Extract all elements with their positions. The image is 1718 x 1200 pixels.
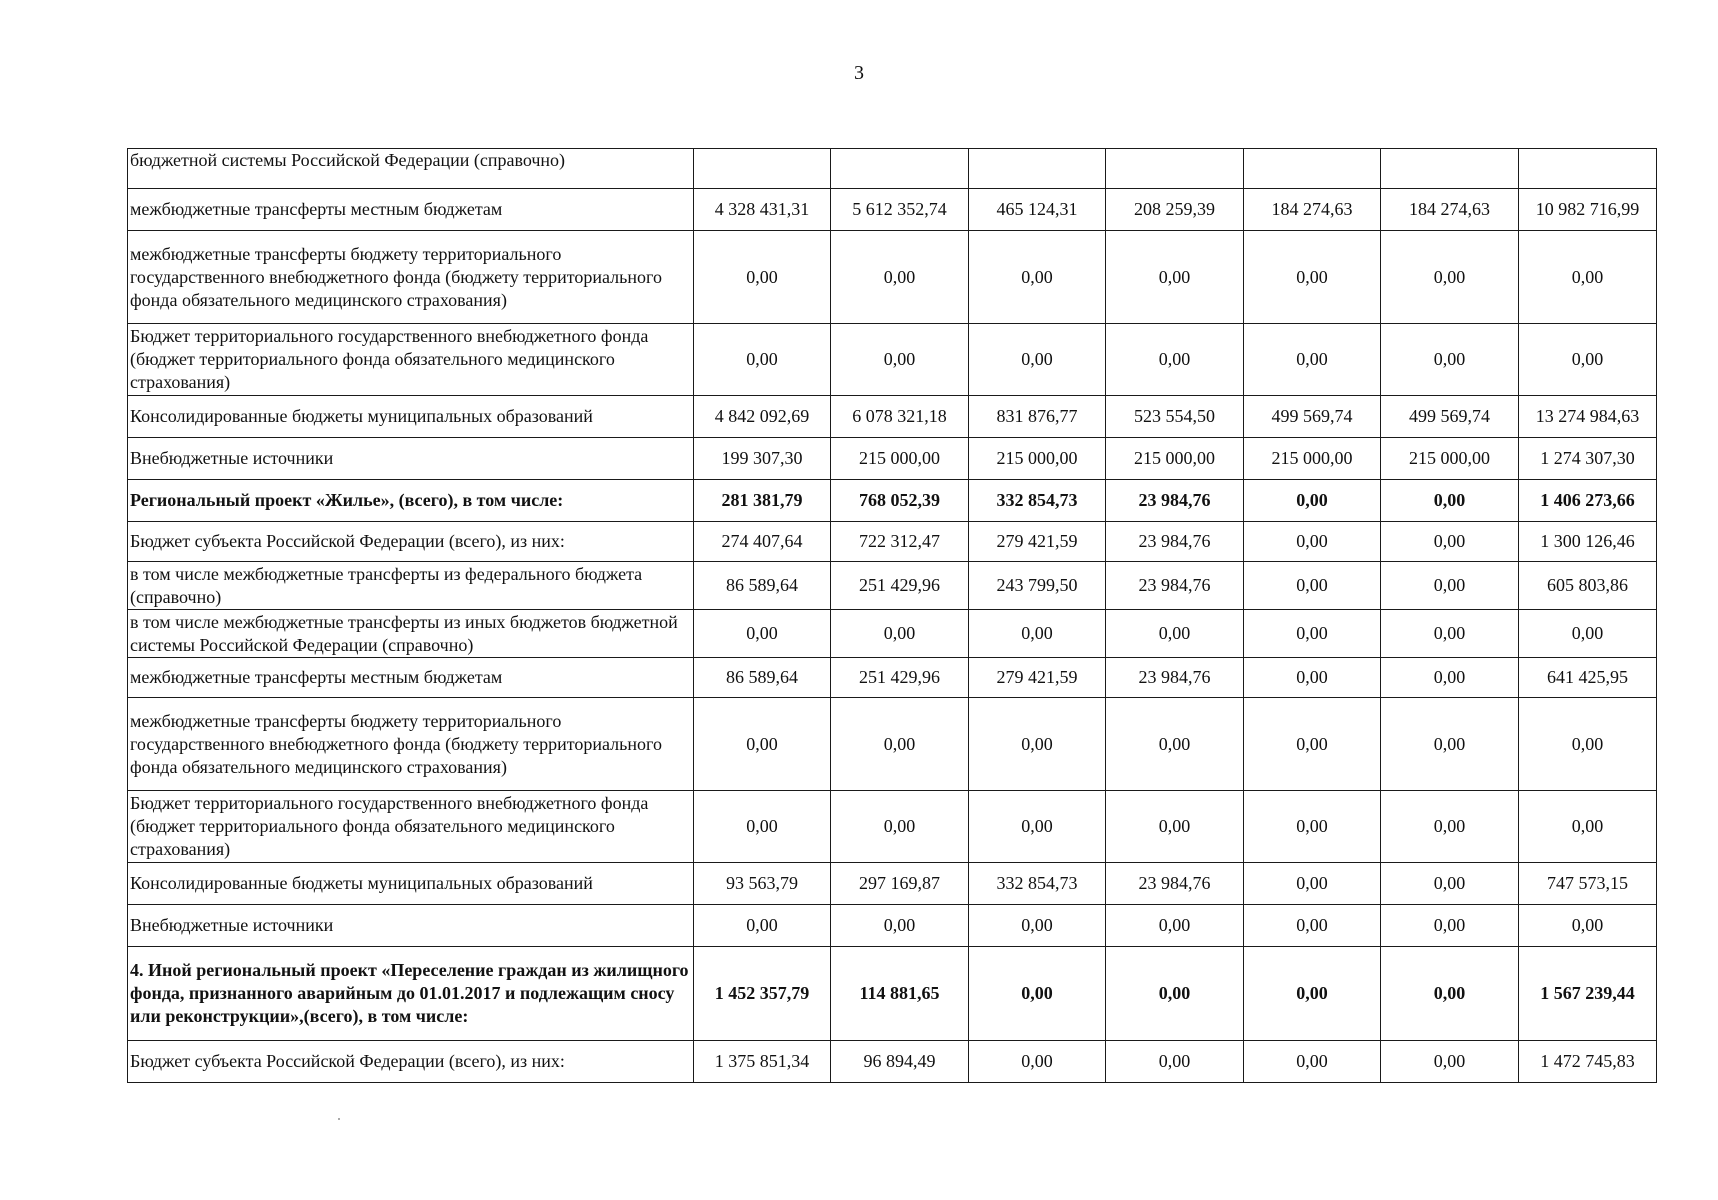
value-cell: 831 876,77 — [969, 396, 1106, 438]
value-cell: 5 612 352,74 — [831, 189, 969, 231]
value-cell: 499 569,74 — [1244, 396, 1381, 438]
value-cell — [1106, 149, 1244, 189]
value-cell: 0,00 — [694, 231, 831, 324]
value-cell: 199 307,30 — [694, 438, 831, 480]
value-cell: 0,00 — [831, 610, 969, 658]
value-cell: 208 259,39 — [1106, 189, 1244, 231]
table-row — [128, 863, 1657, 905]
value-cell: 0,00 — [1381, 522, 1519, 562]
value-cell — [969, 149, 1106, 189]
value-cell: 215 000,00 — [1106, 438, 1244, 480]
table-row — [128, 480, 1657, 522]
row-label: бюджетной системы Российской Федерации (справочно) — [128, 149, 694, 189]
value-cell: 0,00 — [1381, 480, 1519, 522]
budget-table-body — [128, 149, 1657, 1083]
value-cell: 0,00 — [969, 1041, 1106, 1083]
table-row — [128, 610, 1657, 658]
value-cell: 215 000,00 — [831, 438, 969, 480]
value-cell: 747 573,15 — [1519, 863, 1657, 905]
value-cell: 0,00 — [1381, 324, 1519, 396]
row-label: межбюджетные трансферты местным бюджетам — [128, 658, 694, 698]
value-cell: 274 407,64 — [694, 522, 831, 562]
value-cell: 0,00 — [831, 905, 969, 947]
value-cell: 0,00 — [1381, 610, 1519, 658]
value-cell: 0,00 — [1519, 791, 1657, 863]
value-cell: 23 984,76 — [1106, 863, 1244, 905]
value-cell: 0,00 — [1244, 562, 1381, 610]
value-cell: 23 984,76 — [1106, 480, 1244, 522]
value-cell: 0,00 — [969, 905, 1106, 947]
value-cell: 0,00 — [1381, 791, 1519, 863]
value-cell: 0,00 — [694, 610, 831, 658]
value-cell: 0,00 — [969, 324, 1106, 396]
value-cell: 0,00 — [1244, 905, 1381, 947]
value-cell: 0,00 — [1381, 698, 1519, 791]
value-cell: 0,00 — [1244, 791, 1381, 863]
table-row — [128, 438, 1657, 480]
value-cell: 184 274,63 — [1244, 189, 1381, 231]
row-label: Внебюджетные источники — [128, 905, 694, 947]
value-cell: 279 421,59 — [969, 522, 1106, 562]
value-cell: 281 381,79 — [694, 480, 831, 522]
value-cell: 0,00 — [831, 791, 969, 863]
value-cell: 13 274 984,63 — [1519, 396, 1657, 438]
value-cell: 1 567 239,44 — [1519, 947, 1657, 1041]
value-cell: 6 078 321,18 — [831, 396, 969, 438]
value-cell: 0,00 — [694, 698, 831, 791]
value-cell: 23 984,76 — [1106, 658, 1244, 698]
value-cell: 0,00 — [1106, 905, 1244, 947]
value-cell: 0,00 — [1519, 905, 1657, 947]
value-cell: 0,00 — [1519, 324, 1657, 396]
value-cell: 499 569,74 — [1381, 396, 1519, 438]
table-row — [128, 324, 1657, 396]
value-cell: 641 425,95 — [1519, 658, 1657, 698]
value-cell: 297 169,87 — [831, 863, 969, 905]
value-cell: 0,00 — [1244, 522, 1381, 562]
value-cell: 0,00 — [1381, 562, 1519, 610]
value-cell: 0,00 — [1244, 658, 1381, 698]
value-cell: 0,00 — [1106, 1041, 1244, 1083]
value-cell: 0,00 — [694, 324, 831, 396]
value-cell — [831, 149, 969, 189]
table-row — [128, 905, 1657, 947]
value-cell: 0,00 — [1381, 658, 1519, 698]
value-cell: 0,00 — [1106, 610, 1244, 658]
value-cell: 1 452 357,79 — [694, 947, 831, 1041]
value-cell: 251 429,96 — [831, 562, 969, 610]
value-cell: 0,00 — [1244, 324, 1381, 396]
value-cell — [1519, 149, 1657, 189]
value-cell: 0,00 — [1106, 791, 1244, 863]
value-cell: 0,00 — [1106, 231, 1244, 324]
value-cell: 0,00 — [1106, 698, 1244, 791]
value-cell: 215 000,00 — [1381, 438, 1519, 480]
row-label: межбюджетные трансферты бюджету территориального государственного внебюджетного фонда (бюджету территориального фонда обязательного медицинского страхования) — [128, 231, 694, 324]
value-cell: 0,00 — [1519, 698, 1657, 791]
row-label: Бюджет территориального государственного внебюджетного фонда (бюджет территориального фонда обязательного медицинского страхования) — [128, 324, 694, 396]
value-cell: 1 300 126,46 — [1519, 522, 1657, 562]
value-cell: 0,00 — [694, 791, 831, 863]
value-cell: 0,00 — [1519, 231, 1657, 324]
value-cell: 86 589,64 — [694, 562, 831, 610]
row-label: Бюджет территориального государственного внебюджетного фонда (бюджет территориального фонда обязательного медицинского страхования) — [128, 791, 694, 863]
value-cell: 251 429,96 — [831, 658, 969, 698]
value-cell: 332 854,73 — [969, 480, 1106, 522]
value-cell: 4 328 431,31 — [694, 189, 831, 231]
scan-speck — [338, 1118, 340, 1120]
value-cell: 93 563,79 — [694, 863, 831, 905]
value-cell: 114 881,65 — [831, 947, 969, 1041]
value-cell: 0,00 — [1244, 863, 1381, 905]
value-cell: 722 312,47 — [831, 522, 969, 562]
value-cell: 0,00 — [969, 698, 1106, 791]
value-cell: 4 842 092,69 — [694, 396, 831, 438]
value-cell: 0,00 — [1244, 231, 1381, 324]
table-row — [128, 522, 1657, 562]
value-cell: 0,00 — [1519, 610, 1657, 658]
row-label: в том числе межбюджетные трансферты из федерального бюджета (справочно) — [128, 562, 694, 610]
value-cell: 0,00 — [1381, 1041, 1519, 1083]
value-cell — [1381, 149, 1519, 189]
row-label: Бюджет субъекта Российской Федерации (всего), из них: — [128, 522, 694, 562]
budget-table — [127, 148, 1657, 1083]
value-cell: 0,00 — [831, 698, 969, 791]
table-row — [128, 947, 1657, 1041]
value-cell: 605 803,86 — [1519, 562, 1657, 610]
table-row — [128, 658, 1657, 698]
value-cell: 0,00 — [831, 231, 969, 324]
value-cell: 0,00 — [969, 231, 1106, 324]
value-cell: 215 000,00 — [1244, 438, 1381, 480]
value-cell — [694, 149, 831, 189]
value-cell: 0,00 — [969, 610, 1106, 658]
value-cell: 0,00 — [694, 905, 831, 947]
value-cell: 0,00 — [1106, 947, 1244, 1041]
row-label: в том числе межбюджетные трансферты из иных бюджетов бюджетной системы Российской Федерации (справочно) — [128, 610, 694, 658]
value-cell: 0,00 — [1244, 610, 1381, 658]
value-cell: 279 421,59 — [969, 658, 1106, 698]
row-label: Внебюджетные источники — [128, 438, 694, 480]
value-cell: 0,00 — [1381, 905, 1519, 947]
row-label: межбюджетные трансферты бюджету территориального государственного внебюджетного фонда (бюджету территориального фонда обязательного медицинского страхования) — [128, 698, 694, 791]
value-cell: 768 052,39 — [831, 480, 969, 522]
value-cell: 332 854,73 — [969, 863, 1106, 905]
row-label: межбюджетные трансферты местным бюджетам — [128, 189, 694, 231]
row-label: Бюджет субъекта Российской Федерации (всего), из них: — [128, 1041, 694, 1083]
value-cell: 23 984,76 — [1106, 562, 1244, 610]
value-cell: 86 589,64 — [694, 658, 831, 698]
table-row — [128, 149, 1657, 189]
page-number: 3 — [854, 62, 864, 84]
value-cell: 0,00 — [1381, 947, 1519, 1041]
value-cell: 523 554,50 — [1106, 396, 1244, 438]
value-cell: 0,00 — [1381, 863, 1519, 905]
value-cell: 0,00 — [1244, 698, 1381, 791]
table-row — [128, 396, 1657, 438]
value-cell: 96 894,49 — [831, 1041, 969, 1083]
value-cell: 215 000,00 — [969, 438, 1106, 480]
value-cell — [1244, 149, 1381, 189]
row-label: Консолидированные бюджеты муниципальных образований — [128, 863, 694, 905]
value-cell: 0,00 — [831, 324, 969, 396]
value-cell: 1 274 307,30 — [1519, 438, 1657, 480]
table-row — [128, 1041, 1657, 1083]
value-cell: 0,00 — [1244, 480, 1381, 522]
value-cell: 0,00 — [1244, 1041, 1381, 1083]
row-label: 4. Иной региональный проект «Переселение граждан из жилищного фонда, признанного аварийным до 01.01.2017 и подлежащим сносу или реконструкции»,(всего), в том числе: — [128, 947, 694, 1041]
value-cell: 184 274,63 — [1381, 189, 1519, 231]
value-cell: 10 982 716,99 — [1519, 189, 1657, 231]
row-label: Консолидированные бюджеты муниципальных образований — [128, 396, 694, 438]
value-cell: 1 406 273,66 — [1519, 480, 1657, 522]
table-row — [128, 562, 1657, 610]
value-cell: 0,00 — [969, 947, 1106, 1041]
value-cell: 465 124,31 — [969, 189, 1106, 231]
value-cell: 0,00 — [969, 791, 1106, 863]
value-cell: 23 984,76 — [1106, 522, 1244, 562]
table-row — [128, 791, 1657, 863]
table-row — [128, 189, 1657, 231]
table-row — [128, 231, 1657, 324]
row-label: Региональный проект «Жилье», (всего), в том числе: — [128, 480, 694, 522]
value-cell: 0,00 — [1106, 324, 1244, 396]
value-cell: 1 375 851,34 — [694, 1041, 831, 1083]
value-cell: 243 799,50 — [969, 562, 1106, 610]
value-cell: 0,00 — [1244, 947, 1381, 1041]
table-row — [128, 698, 1657, 791]
value-cell: 1 472 745,83 — [1519, 1041, 1657, 1083]
value-cell: 0,00 — [1381, 231, 1519, 324]
